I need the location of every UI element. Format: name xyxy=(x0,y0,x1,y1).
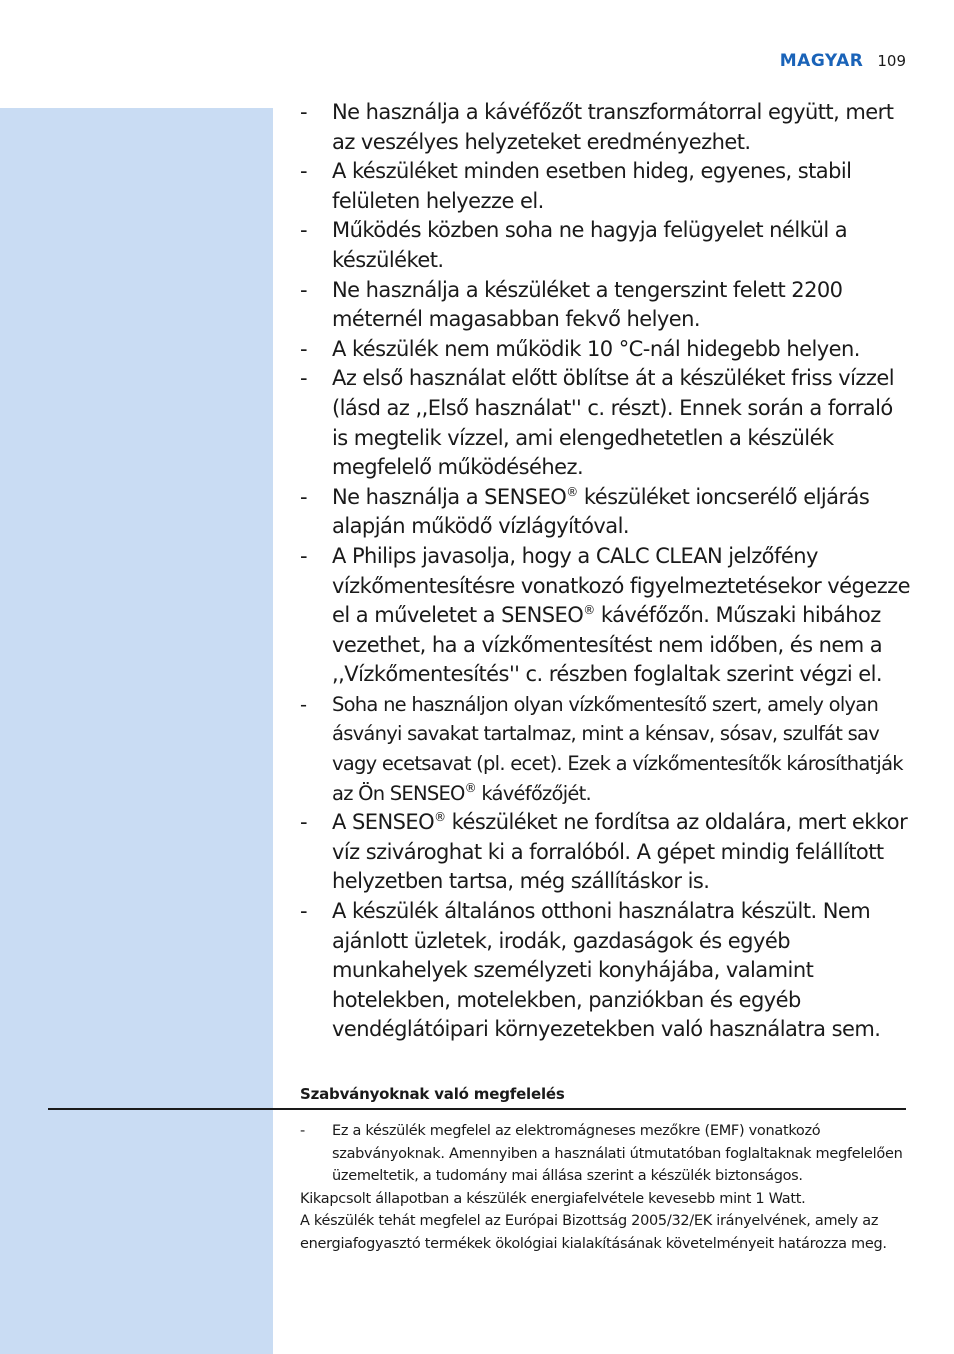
list-item: - A Philips javasolja, hogy a CALC CLEAN jelzőfény vízkőmentesítésre vonatkozó figyelmeztetésekor végezze el a műveletet a SENSEO® kávéfőzőn. Műszaki hibához vezethet, ha a vízkőmentesítést nem időben, és nem a ,,Vízkőmentesítés'' c. részben foglaltak szerint végzi el. xyxy=(300,542,910,690)
registered-mark: ® xyxy=(464,780,476,795)
list-item: - Ne használja a kávéfőzőt transzformátorral együtt, mert az veszélyes helyzeteket eredményezhet. xyxy=(300,98,910,157)
list-item: - A készülék nem működik 10 °C-nál hidegebb helyen. xyxy=(300,335,910,365)
main-content xyxy=(300,98,910,1045)
list-item: - A készüléket minden esetben hideg, egyenes, stabil felületen helyezze el. xyxy=(300,157,910,216)
page-header xyxy=(780,50,906,72)
list-item: - Működés közben soha ne hagyja felügyelet nélkül a készüléket. xyxy=(300,216,910,275)
paragraph: A készülék tehát megfelel az Európai Bizottság 2005/32/EK irányelvének, amely az energiafogyasztó termékek ökológiai kialakításának követelményeit határozza meg. xyxy=(300,1213,887,1252)
language-label: MAGYAR xyxy=(779,51,864,71)
paragraph: Kikapcsolt állapotban a készülék energiafelvétele kevesebb mint 1 Watt. xyxy=(300,1190,806,1207)
list-item: - A készülék általános otthoni használatra készült. Nem ajánlott üzletek, irodák, gazdaságok és egyéb munkahelyek személyzeti konyhájába, valamint hotelekben, motelekben, panziókban és egyéb vendéglátóipari környezetekben való használatra sem. xyxy=(300,897,910,1045)
registered-mark: ® xyxy=(583,603,595,618)
section-divider xyxy=(48,1108,906,1110)
list-item: - Soha ne használjon olyan vízkőmentesítő szert, amely olyan ásványi savakat tartalmaz, mint a kénsav, sósav, szulfát sav vagy ecetsavat (pl. ecet). Ezek a vízkőmentesítők károsíthatják az Ön SENSEO® kávéfőzőjét. xyxy=(300,690,910,808)
section-body xyxy=(300,1120,910,1255)
safety-bullet-list xyxy=(300,98,910,1045)
registered-mark: ® xyxy=(566,484,578,499)
page-number: 109 xyxy=(877,52,906,70)
list-item: - Ne használja a készüléket a tengerszint felett 2200 méternél magasabban fekvő helyen. xyxy=(300,276,910,335)
list-item: - Az első használat előtt öblítse át a készüléket friss vízzel (lásd az ,,Első használat'' c. részt). Ennek során a forraló is megtelik vízzel, ami elengedhetetlen a készülék megfelelő működéséhez. xyxy=(300,364,910,482)
blue-sidebar-band xyxy=(0,108,273,1354)
list-item: - Ez a készülék megfelel az elektromágneses mezőkre (EMF) vonatkozó szabványoknak. Amennyiben a használati útmutatóban foglaltaknak megfelelően üzemeltetik, a tudomány mai állása szerint a készülék biztonságos. xyxy=(300,1120,910,1188)
compliance-bullet-list xyxy=(300,1120,910,1188)
section-heading: Szabványoknak való megfelelés xyxy=(300,1085,565,1103)
list-item: - A SENSEO® készüléket ne fordítsa az oldalára, mert ekkor víz szivároghat ki a forralóból. A gépet mindig felállított helyzetben tartsa, még szállításkor is. xyxy=(300,808,910,897)
registered-mark: ® xyxy=(434,810,446,825)
list-item: - Ne használja a SENSEO® készüléket ioncserélő eljárás alapján működő vízlágyítóval. xyxy=(300,483,910,542)
